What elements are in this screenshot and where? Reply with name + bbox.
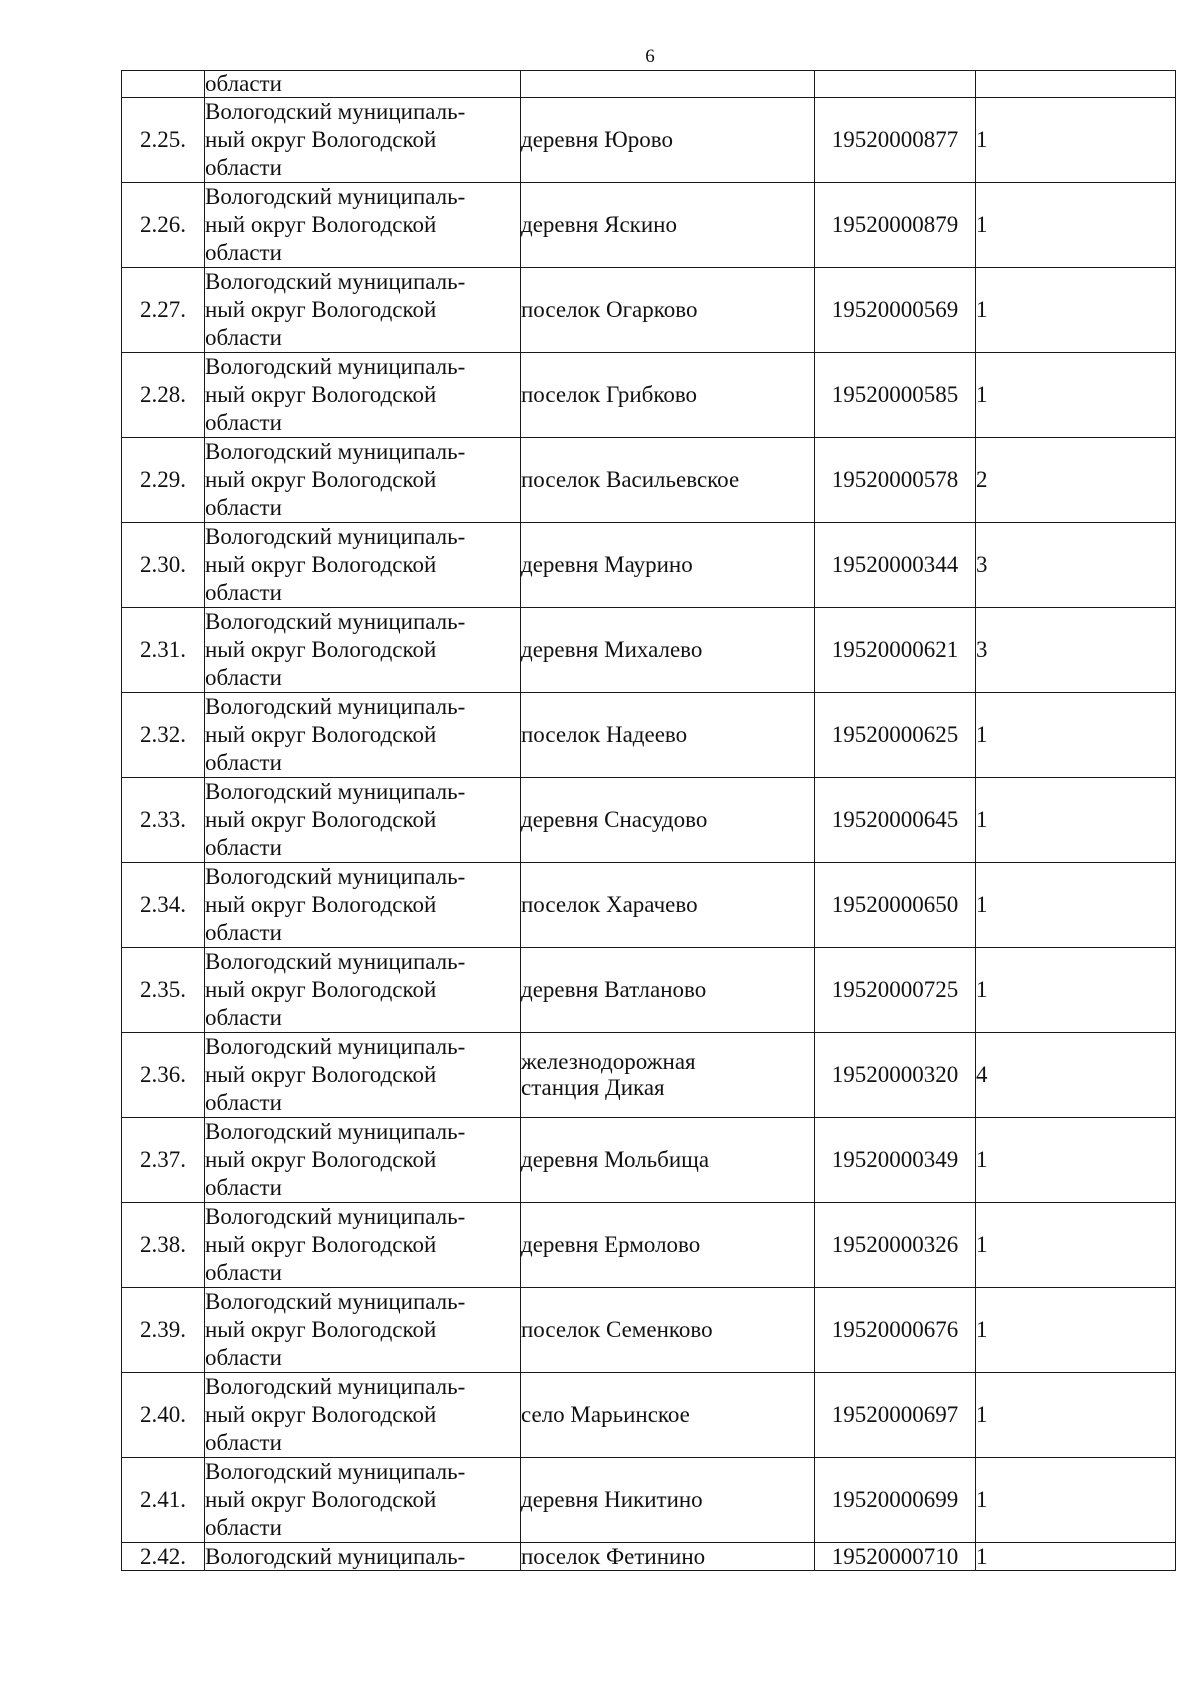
quantity-cell: 3 — [976, 608, 1176, 693]
municipality-line: ный округ Вологодской — [205, 1487, 437, 1512]
municipality-line: ный округ Вологодской — [205, 1147, 437, 1172]
municipality-line: Вологодский муниципаль- — [205, 694, 466, 719]
locality-cell — [521, 693, 815, 778]
code-cell: 19520000349 — [815, 1118, 976, 1203]
quantity-cell: 1 — [976, 863, 1176, 948]
row-number-cell: 2.34. — [122, 863, 205, 948]
municipality-line: ный округ Вологодской — [205, 382, 437, 407]
row-number-cell: 2.40. — [122, 1373, 205, 1458]
code-cell: 19520000585 — [815, 353, 976, 438]
row-number-cell: 2.35. — [122, 948, 205, 1033]
quantity-cell: 1 — [976, 1543, 1176, 1571]
code-cell: 19520000676 — [815, 1288, 976, 1373]
row-number-cell: 2.29. — [122, 438, 205, 523]
table-row-continuation — [122, 71, 1176, 98]
locality-cell — [521, 1203, 815, 1288]
locality-cell — [521, 71, 815, 98]
row-number-cell: 2.25. — [122, 98, 205, 183]
row-number-cell: 2.28. — [122, 353, 205, 438]
locality-cell — [521, 1118, 815, 1203]
row-number-cell: 2.30. — [122, 523, 205, 608]
municipality-cell — [205, 523, 521, 608]
municipality-line: ный округ Вологодской — [205, 297, 437, 322]
municipality-line: области — [205, 750, 282, 775]
municipality-line: ный округ Вологодской — [205, 1232, 437, 1257]
municipality-line: области — [205, 580, 282, 605]
municipality-line: ный округ Вологодской — [205, 552, 437, 577]
municipality-line: Вологодский муниципаль- — [205, 864, 466, 889]
code-cell: 19520000725 — [815, 948, 976, 1033]
municipality-line: Вологодский муниципаль- — [205, 439, 466, 464]
quantity-cell: 1 — [976, 1373, 1176, 1458]
quantity-cell: 3 — [976, 523, 1176, 608]
municipality-line: ный округ Вологодской — [205, 1062, 437, 1087]
locality-cell — [521, 608, 815, 693]
municipality-cell — [205, 693, 521, 778]
quantity-cell: 1 — [976, 693, 1176, 778]
municipality-line: области — [205, 325, 282, 350]
table-row — [122, 438, 1176, 523]
municipality-cell — [205, 1203, 521, 1288]
code-cell: 19520000320 — [815, 1033, 976, 1118]
municipality-line: ный округ Вологодской — [205, 467, 437, 492]
table-row — [122, 353, 1176, 438]
municipality-line: области — [205, 1515, 282, 1540]
table-body — [122, 71, 1176, 1571]
municipality-cell — [205, 778, 521, 863]
municipality-line: Вологодский муниципаль- — [205, 609, 466, 634]
quantity-cell: 1 — [976, 268, 1176, 353]
locality-line: деревня Мольбища — [521, 1147, 710, 1172]
municipality-line: ный округ Вологодской — [205, 1317, 437, 1342]
locality-line: деревня Никитино — [521, 1487, 703, 1512]
municipality-line: Вологодский муниципаль- — [205, 1204, 466, 1229]
quantity-cell: 1 — [976, 1118, 1176, 1203]
locality-line: поселок Васильевское — [521, 467, 740, 492]
municipality-cell — [205, 608, 521, 693]
code-cell: 19520000344 — [815, 523, 976, 608]
row-number-cell: 2.31. — [122, 608, 205, 693]
row-number-cell: 2.32. — [122, 693, 205, 778]
municipality-line: ный округ Вологодской — [205, 1402, 437, 1427]
code-cell: 19520000877 — [815, 98, 976, 183]
municipality-cell — [205, 1118, 521, 1203]
locality-line: село Марьинское — [521, 1402, 690, 1427]
quantity-cell: 1 — [976, 948, 1176, 1033]
locality-cell — [521, 1288, 815, 1373]
code-cell: 19520000697 — [815, 1373, 976, 1458]
locality-cell — [521, 1373, 815, 1458]
locality-line: поселок Надеево — [521, 722, 688, 747]
municipality-cell — [205, 1373, 521, 1458]
municipality-line: области — [205, 1175, 282, 1200]
table-row — [122, 523, 1176, 608]
municipality-cell — [205, 1458, 521, 1543]
municipality-line: области — [205, 410, 282, 435]
municipality-line: Вологодский муниципаль- — [205, 269, 466, 294]
table-row-partial — [122, 1543, 1176, 1571]
code-cell: 19520000621 — [815, 608, 976, 693]
quantity-cell: 1 — [976, 778, 1176, 863]
code-cell — [815, 71, 976, 98]
code-cell: 19520000326 — [815, 1203, 976, 1288]
municipality-line: области — [205, 1430, 282, 1455]
table-row — [122, 778, 1176, 863]
municipality-cell: области — [205, 71, 521, 98]
table-row — [122, 183, 1176, 268]
quantity-cell — [976, 71, 1176, 98]
locality-line: поселок Грибково — [521, 382, 698, 407]
municipality-cell — [205, 268, 521, 353]
municipality-line: ный округ Вологодской — [205, 637, 437, 662]
code-cell: 19520000625 — [815, 693, 976, 778]
municipality-line: ный округ Вологодской — [205, 212, 437, 237]
row-number-cell: 2.36. — [122, 1033, 205, 1118]
municipality-line: Вологодский муниципаль- — [205, 1034, 466, 1059]
settlements-table — [121, 70, 1176, 1571]
municipality-line: Вологодский муниципаль- — [205, 1289, 466, 1314]
row-number-cell — [122, 71, 205, 98]
municipality-line: ный округ Вологодской — [205, 977, 437, 1002]
locality-cell — [521, 438, 815, 523]
municipality-line: Вологодский муниципаль- — [205, 184, 466, 209]
municipality-line: ный округ Вологодской — [205, 722, 437, 747]
row-number-cell: 2.41. — [122, 1458, 205, 1543]
municipality-cell — [205, 438, 521, 523]
municipality-cell — [205, 863, 521, 948]
municipality-cell — [205, 1288, 521, 1373]
locality-line: деревня Маурино — [521, 552, 693, 577]
quantity-cell: 4 — [976, 1033, 1176, 1118]
municipality-cell: Вологодский муниципаль- — [205, 1543, 521, 1571]
quantity-cell: 1 — [976, 183, 1176, 268]
code-cell: 19520000569 — [815, 268, 976, 353]
quantity-cell: 1 — [976, 1203, 1176, 1288]
locality-cell — [521, 183, 815, 268]
municipality-cell — [205, 353, 521, 438]
table-row — [122, 608, 1176, 693]
table-row — [122, 1288, 1176, 1373]
municipality-line: области — [205, 240, 282, 265]
locality-line: поселок Харачево — [521, 892, 698, 917]
municipality-line: Вологодский муниципаль- — [205, 1459, 466, 1484]
table-row — [122, 948, 1176, 1033]
table-row — [122, 1033, 1176, 1118]
table-row — [122, 863, 1176, 948]
locality-line: железнодорожная — [521, 1049, 696, 1074]
table-row — [122, 1118, 1176, 1203]
quantity-cell: 1 — [976, 353, 1176, 438]
municipality-line: области — [205, 1260, 282, 1285]
locality-cell — [521, 98, 815, 183]
row-number-cell: 2.27. — [122, 268, 205, 353]
municipality-line: ный округ Вологодской — [205, 127, 437, 152]
locality-line: деревня Ермолово — [521, 1232, 701, 1257]
locality-cell — [521, 523, 815, 608]
row-number-cell: 2.38. — [122, 1203, 205, 1288]
page-number: 6 — [645, 46, 655, 67]
locality-line: деревня Снасудово — [521, 807, 708, 832]
code-cell: 19520000578 — [815, 438, 976, 523]
table-row — [122, 268, 1176, 353]
locality-cell — [521, 948, 815, 1033]
municipality-line: Вологодский муниципаль- — [205, 354, 466, 379]
locality-cell — [521, 268, 815, 353]
table-row — [122, 98, 1176, 183]
code-cell: 19520000645 — [815, 778, 976, 863]
quantity-cell: 2 — [976, 438, 1176, 523]
municipality-line: ный округ Вологодской — [205, 892, 437, 917]
municipality-line: ный округ Вологодской — [205, 807, 437, 832]
municipality-cell — [205, 1033, 521, 1118]
municipality-line: области — [205, 835, 282, 860]
locality-line: поселок Огарково — [521, 297, 698, 322]
municipality-line: области — [205, 155, 282, 180]
quantity-cell: 1 — [976, 1288, 1176, 1373]
row-number-cell: 2.33. — [122, 778, 205, 863]
locality-cell — [521, 1458, 815, 1543]
municipality-line: Вологодский муниципаль- — [205, 1374, 466, 1399]
locality-line: деревня Ватланово — [521, 977, 707, 1002]
table-row — [122, 693, 1176, 778]
locality-line: деревня Яскино — [521, 212, 677, 237]
locality-cell — [521, 863, 815, 948]
code-cell: 19520000699 — [815, 1458, 976, 1543]
row-number-cell: 2.39. — [122, 1288, 205, 1373]
locality-line: станция Дикая — [521, 1075, 665, 1100]
quantity-cell: 1 — [976, 98, 1176, 183]
row-number-cell: 2.37. — [122, 1118, 205, 1203]
locality-line: поселок Семенково — [521, 1317, 713, 1342]
locality-cell — [521, 1033, 815, 1118]
municipality-line: Вологодский муниципаль- — [205, 1119, 466, 1144]
municipality-line: Вологодский муниципаль- — [205, 524, 466, 549]
code-cell: 19520000650 — [815, 863, 976, 948]
locality-line: деревня Юрово — [521, 127, 673, 152]
municipality-cell — [205, 183, 521, 268]
municipality-line: области — [205, 495, 282, 520]
locality-cell — [521, 353, 815, 438]
locality-cell — [521, 778, 815, 863]
municipality-line: области — [205, 1090, 282, 1115]
row-number-cell: 2.42. — [122, 1543, 205, 1571]
row-number-cell: 2.26. — [122, 183, 205, 268]
locality-line: деревня Михалево — [521, 637, 703, 662]
code-cell: 19520000710 — [815, 1543, 976, 1571]
quantity-cell: 1 — [976, 1458, 1176, 1543]
code-cell: 19520000879 — [815, 183, 976, 268]
municipality-line: Вологодский муниципаль- — [205, 99, 466, 124]
municipality-line: Вологодский муниципаль- — [205, 779, 466, 804]
municipality-cell — [205, 98, 521, 183]
municipality-line: области — [205, 665, 282, 690]
municipality-line: области — [205, 1005, 282, 1030]
municipality-line: Вологодский муниципаль- — [205, 949, 466, 974]
municipality-cell — [205, 948, 521, 1033]
table-row — [122, 1458, 1176, 1543]
table-row — [122, 1373, 1176, 1458]
locality-cell: поселок Фетинино — [521, 1543, 815, 1571]
table-row — [122, 1203, 1176, 1288]
municipality-line: области — [205, 1345, 282, 1370]
municipality-line: области — [205, 920, 282, 945]
